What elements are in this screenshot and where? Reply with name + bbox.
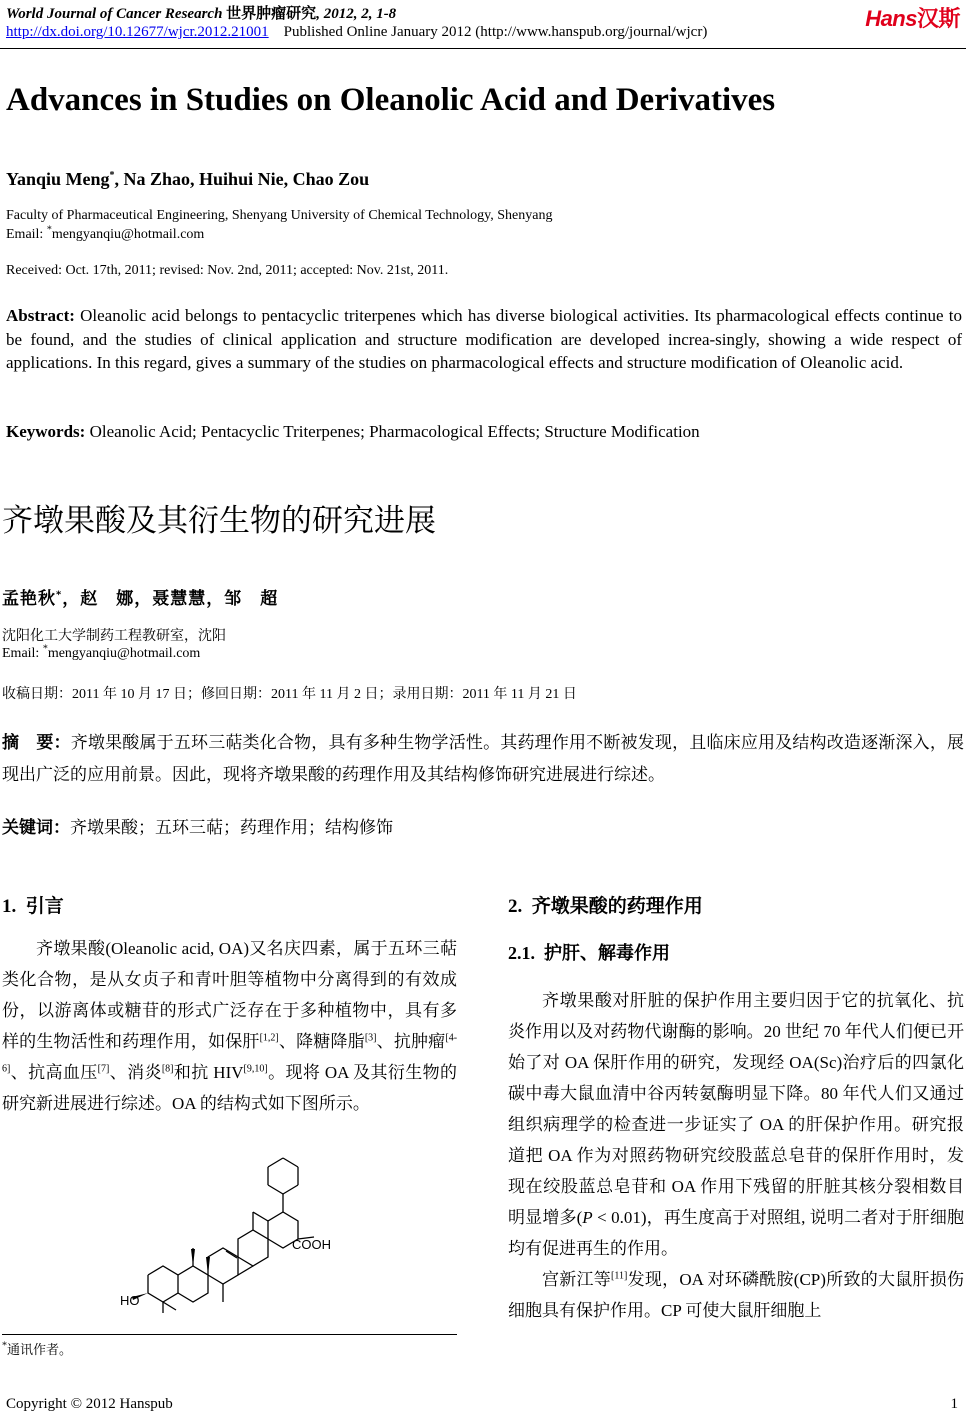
citation[interactable]: [8] <box>161 1063 174 1075</box>
email-star-cn: * <box>42 643 48 655</box>
email-address[interactable]: mengyanqiu@hotmail.com <box>51 227 205 242</box>
author-rest-cn: ，赵 娜，聂慧慧，邹 超 <box>62 589 279 609</box>
paper-title-cn: 齐墩果酸及其衍生物的研究进展 <box>2 503 436 539</box>
citation[interactable]: [7] <box>97 1063 110 1075</box>
authors-en <box>6 169 369 190</box>
author-rest: , Na Zhao, Huihui Nie, Chao Zou <box>114 169 370 189</box>
keywords-text: Oleanolic Acid; Pentacyclic Triterpenes; Pharmacological Effects; Structure Modification <box>85 422 700 441</box>
subsection-title: 护肝、解毒作用 <box>544 943 670 964</box>
text-run: 宫新江等 <box>542 1270 612 1289</box>
email-label: Email: <box>6 227 47 242</box>
logo-text-en: Hans <box>865 6 917 31</box>
footnote <box>2 1339 72 1358</box>
email-star: * <box>46 224 52 236</box>
abstract-cn <box>2 727 964 790</box>
header-divider <box>0 48 966 49</box>
author-first: Yanqiu Meng <box>6 169 110 189</box>
citation[interactable]: [3] <box>364 1032 377 1044</box>
page-number: 1 <box>950 1396 958 1412</box>
abstract-text: Oleanolic acid belongs to pentacyclic triterpenes which has diverse biological activities. Its pharmacological effects continue to be found, and the studies of clinical application and structure modification are developed increa-singly, showing a wide respect of applications. In this regard, gives a summary of the studies on pharmacological effects and structure modification of Oleanolic acid. <box>6 306 962 372</box>
citation[interactable]: [1,2] <box>259 1032 279 1044</box>
keywords-label-cn: 关键词： <box>2 818 70 838</box>
keywords-label: Keywords: <box>6 422 86 441</box>
email-cn <box>2 643 201 662</box>
keywords-en <box>6 420 962 444</box>
text-run: < 0.01)，再生度高于对照组, 说明二者对于肝细胞均有促进再生的作用。 <box>508 1208 964 1258</box>
ho-label: HO <box>120 1293 140 1308</box>
section-1-paragraph <box>2 933 457 1119</box>
author-first-cn: 孟艳秋 <box>2 589 56 609</box>
text-run: 、抗高血压 <box>10 1063 98 1082</box>
corresponding-mark-cn: * <box>56 589 63 601</box>
text-run: 齐墩果酸对肝脏的保护作用主要归因于它的抗氧化、抗炎作用以及对药物代谢酶的影响。20 世纪 70 年代人们便已开始了对 OA 保肝作用的研究，发现经 OA(Sc)治疗后的四氯化碳中毒大鼠血清中谷丙转氨酶明显下降。80 年代人们又通过组织病理学的检查进一步证实了 OA 的肝保护作用。研究报道把 OA 作为对照药物研究绞股蓝总皂苷的保肝作用时，发现在绞股蓝总皂苷和 OA 作用下残留的肝脏其核分裂相数目明显增多( <box>508 991 964 1227</box>
journal-name-en: World Journal of Cancer Research <box>6 6 223 22</box>
journal-name-cn: 世界肿瘤研究 <box>226 6 317 22</box>
text-run: 。现将 OA 及其衍生物的研究新进展进行综述。OA 的结构式如下图所示。 <box>2 1063 458 1113</box>
doi-row <box>6 24 707 41</box>
published-online: Published Online January 2012 (http://www.hanspub.org/journal/wjcr) <box>283 24 708 40</box>
citation[interactable]: [9,10] <box>243 1063 268 1075</box>
journal-header <box>6 2 396 23</box>
received-dates-en: Received: Oct. 17th, 2011; revised: Nov. 2nd, 2011; accepted: Nov. 21st, 2011. <box>6 263 449 278</box>
cooh-label: COOH <box>292 1237 331 1252</box>
section-2-1-p2 <box>508 1264 964 1326</box>
journal-issue: , 2012, 2, 1-8 <box>316 6 397 22</box>
text-run: 、抗肿瘤 <box>376 1032 446 1051</box>
section-1-heading <box>2 891 64 918</box>
footnote-divider <box>2 1334 457 1335</box>
text-run: 、消炎 <box>109 1063 162 1082</box>
section-1-p1 <box>2 933 457 1119</box>
section-1-number: 1. <box>2 896 17 917</box>
citation[interactable]: [11] <box>611 1270 628 1282</box>
doi-link[interactable]: http://dx.doi.org/10.12677/wjcr.2012.21001 <box>6 24 269 40</box>
abstract-label-cn: 摘 要： <box>2 733 71 753</box>
logo-text-cn: 汉斯 <box>916 6 960 31</box>
subsection-number: 2.1. <box>508 943 535 963</box>
subsection-2-1-heading <box>508 939 670 965</box>
p-value-symbol: P <box>582 1208 593 1227</box>
section-1-title: 引言 <box>25 895 64 917</box>
section-2-number: 2. <box>508 896 523 917</box>
citation[interactable]: [4-6] <box>2 1032 458 1075</box>
section-2-title: 齐墩果酸的药理作用 <box>531 895 703 917</box>
keywords-text-cn: 齐墩果酸；五环三萜；药理作用；结构修饰 <box>70 818 393 837</box>
keywords-cn <box>2 812 964 844</box>
oleanolic-acid-structure-figure <box>118 1145 348 1315</box>
footnote-text: 通讯作者。 <box>7 1342 73 1357</box>
email-en <box>6 224 205 243</box>
received-dates-cn: 收稿日期：2011 年 10 月 17 日；修回日期：2011 年 11 月 2 日；录用日期：2011 年 11 月 21 日 <box>2 687 577 702</box>
section-2-1-body <box>508 985 964 1326</box>
abstract-text-cn: 齐墩果酸属于五环三萜类化合物，具有多种生物学活性。其药理作用不断被发现，且临床应用及结构改造逐渐深入，展现出广泛的应用前景。因此，现将齐墩果酸的药理作用及其结构修饰研究进展进行综述。 <box>2 733 965 784</box>
section-2-1-p1 <box>508 985 964 1264</box>
text-run: 和抗 HIV <box>173 1063 244 1082</box>
footnote-star: * <box>2 1340 7 1352</box>
abstract-label: Abstract: <box>6 306 75 325</box>
hanspub-logo <box>865 2 960 33</box>
abstract-en <box>6 304 962 375</box>
corresponding-mark: * <box>109 170 115 181</box>
copyright: Copyright © 2012 Hanspub <box>6 1396 173 1412</box>
affiliation-cn: 沈阳化工大学制药工程教研室，沈阳 <box>2 629 226 644</box>
authors-cn <box>2 584 278 609</box>
paper-title-en: Advances in Studies on Oleanolic Acid and Derivatives <box>6 82 776 118</box>
affiliation-en: Faculty of Pharmaceutical Engineering, Shenyang University of Chemical Technology, Shenyang <box>6 208 553 223</box>
text-run: 齐墩果酸(Oleanolic acid, OA)又名庆四素，属于五环三萜类化合物，是从女贞子和青叶胆等植物中分离得到的有效成份，以游离体或糖苷的形式广泛存在于多种植物中，具有多样的生物活性和药理作用，如保肝 <box>2 939 457 1051</box>
email-label-cn: Email: <box>2 646 43 661</box>
email-address-cn[interactable]: mengyanqiu@hotmail.com <box>47 646 201 661</box>
text-run: 发现，OA 对环磷酰胺(CP)所致的大鼠肝损伤细胞具有保护作用。CP 可使大鼠肝细胞上 <box>508 1270 965 1320</box>
text-run: 、降糖降脂 <box>278 1032 365 1051</box>
section-2-heading <box>508 891 703 918</box>
